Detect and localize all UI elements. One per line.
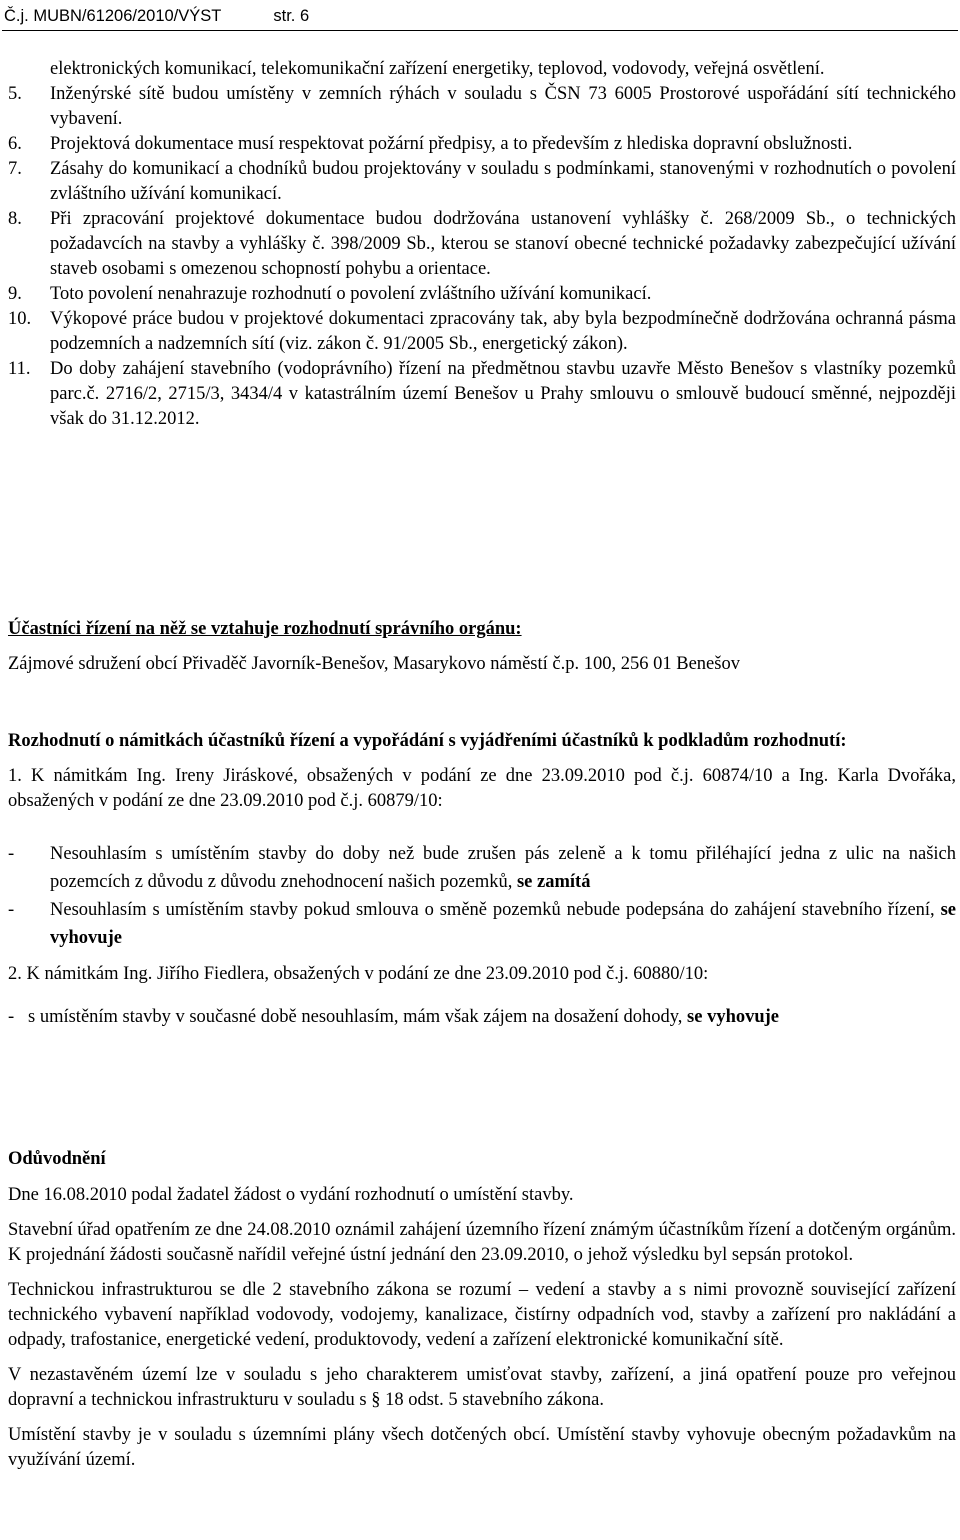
objections-section xyxy=(8,729,956,1030)
dash-marker: - xyxy=(8,900,15,920)
list-item xyxy=(8,282,956,307)
list-item xyxy=(8,207,956,282)
objections-heading: Rozhodnutí o námitkách účastníků řízení a vypořádání s vyjádřeními účastníků k podkladům rozhodnutí: xyxy=(8,731,847,751)
list-item xyxy=(8,307,956,357)
item-text: Nesouhlasím s umístěním stavby pokud smlouva o směně pozemků nebude podepsána do zahájení stavebního řízení, xyxy=(50,900,941,920)
item-text: Do doby zahájení stavebního (vodoprávního) řízení na předmětnou stavbu uzavře Město Benešov s vlastníky pozemků parc.č. 2716/2, 2715/3, 3434/4 v katastrálním území Benešov u Prahy smlouvu o smlouvě budoucí směnné, nejpozději však do 31.12.2012. xyxy=(50,359,956,429)
objection-1-list xyxy=(8,840,956,952)
reasoning-section xyxy=(8,1147,956,1473)
item-text: Nesouhlasím s umístěním stavby do doby než bude zrušen pás zeleně a k tomu přiléhající jedna z ulic na našich pozemcích z důvodu z důvodu znehodnocení našich pozemků, xyxy=(50,844,956,892)
verdict: se zamítá xyxy=(516,872,591,892)
list-item xyxy=(8,840,956,896)
item-number: 7. xyxy=(8,159,22,179)
item-text: Toto povolení nenahrazuje rozhodnutí o povolení zvláštního užívání komunikací. xyxy=(50,284,652,304)
conditions-section xyxy=(8,57,956,432)
header-rule xyxy=(2,30,958,31)
participants-section xyxy=(8,617,956,677)
list-item xyxy=(8,357,956,432)
item-number: 11. xyxy=(8,359,31,379)
item-text: Inženýrské sítě budou umístěny v zemních rýhách v souladu s ČSN 73 6005 Prostorové uspořádání sítí technického vybavení. xyxy=(50,84,956,129)
item-text: Zásahy do komunikací a chodníků budou projektovány v souladu s podmínkami, stanovenými v rozhodnutích o povolení zvláštního užívání komunikací. xyxy=(50,159,956,204)
dash-marker: - xyxy=(8,844,15,864)
reasoning-paragraph: Stavební úřad opatřením ze dne 24.08.2010 oznámil zahájení územního řízení známým účastníkům řízení a dotčeným orgánům. K projednání žádosti současně nařídil veřejné ústní jednání den 23.09.2010, o jehož výsledku byl sepsán protokol. xyxy=(8,1220,956,1265)
list-item xyxy=(8,157,956,207)
list-item xyxy=(8,132,956,157)
item-text: Při zpracování projektové dokumentace budou dodržována ustanovení vyhlášky č. 268/2009 Sb., o technických požadavcích na stavby a vyhlášky č. 398/2009 Sb., kterou se stanoví obecné technické požadavky zabezpečující užívání staveb osobami s omezenou schopností pohybu a orientace. xyxy=(50,209,956,279)
reference-number: Č.j. MUBN/61206/2010/VÝST xyxy=(4,7,222,25)
objection-1-intro: 1. K námitkám Ing. Ireny Jiráskové, obsažených v podání ze dne 23.09.2010 pod č.j. 60874/10 a Ing. Karla Dvořáka, obsažených v podání ze dne 23.09.2010 pod č.j. 60879/10: xyxy=(8,766,956,811)
reasoning-paragraph: Technickou infrastrukturou se dle 2 stavebního zákona se rozumí – vedení a stavby a s nimi provozně související zařízení technického vybavení například vodovody, vodojemy, kanalizace, čistírny odpadních vod, stavby a zařízení pro nakládání a odpady, trafostanice, energetické vedení, produktovody, vedení a zařízení elektronické komunikační sítě. xyxy=(8,1280,956,1350)
item-number: 5. xyxy=(8,84,22,104)
item-text: Výkopové práce budou v projektové dokumentaci zpracovány tak, aby byla bezpodmínečně dodržována ochranná pásma podzemních a nadzemních sítí (viz. zákon č. 91/2005 Sb., energetický zákon). xyxy=(50,309,956,354)
item-number: 10. xyxy=(8,309,32,329)
page-header xyxy=(4,6,309,26)
item-number: 9. xyxy=(8,284,22,304)
conditions-list xyxy=(8,82,956,432)
list-item xyxy=(8,896,956,952)
item-number: 6. xyxy=(8,134,22,154)
reasoning-paragraph: V nezastavěném území lze v souladu s jeho charakterem umisťovat stavby, zařízení, a jiná opatření pouze pro veřejnou dopravní a technickou infrastrukturu v souladu s § 18 odst. 5 stavebního zákona. xyxy=(8,1365,956,1410)
verdict: se vyhovuje xyxy=(687,1007,780,1027)
verdict: se vyhovuje xyxy=(50,900,956,948)
item-number: 8. xyxy=(8,209,22,229)
page-number: str. 6 xyxy=(273,7,310,25)
intro-continuation: elektronických komunikací, telekomunikační zařízení energetiky, teplovod, vodovody, veřejná osvětlení. xyxy=(50,59,825,79)
reasoning-heading: Odůvodnění xyxy=(8,1149,106,1169)
item-text: s umístěním stavby v současné době nesouhlasím, mám však zájem na dosažení dohody, xyxy=(28,1007,688,1027)
list-item xyxy=(8,82,956,132)
dash-marker: - xyxy=(8,1007,15,1027)
reasoning-paragraph: Umístění stavby je v souladu s územními plány všech dotčených obcí. Umístění stavby vyhovuje obecným požadavkům na využívání území. xyxy=(8,1425,956,1470)
reasoning-paragraph: Dne 16.08.2010 podal žadatel žádost o vydání rozhodnutí o umístění stavby. xyxy=(8,1185,574,1205)
participants-heading: Účastníci řízení na něž se vztahuje rozhodnutí správního orgánu: xyxy=(8,619,522,639)
objection-2-intro: 2. K námitkám Ing. Jiřího Fiedlera, obsažených v podání ze dne 23.09.2010 pod č.j. 60880/10: xyxy=(8,964,709,984)
objection-2-item xyxy=(8,1005,956,1030)
participants-text: Zájmové sdružení obcí Přivaděč Javorník-Benešov, Masarykovo náměstí č.p. 100, 256 01 Benešov xyxy=(8,654,740,674)
item-text: Projektová dokumentace musí respektovat požární předpisy, a to především z hlediska dopravní obslužnosti. xyxy=(50,134,853,154)
